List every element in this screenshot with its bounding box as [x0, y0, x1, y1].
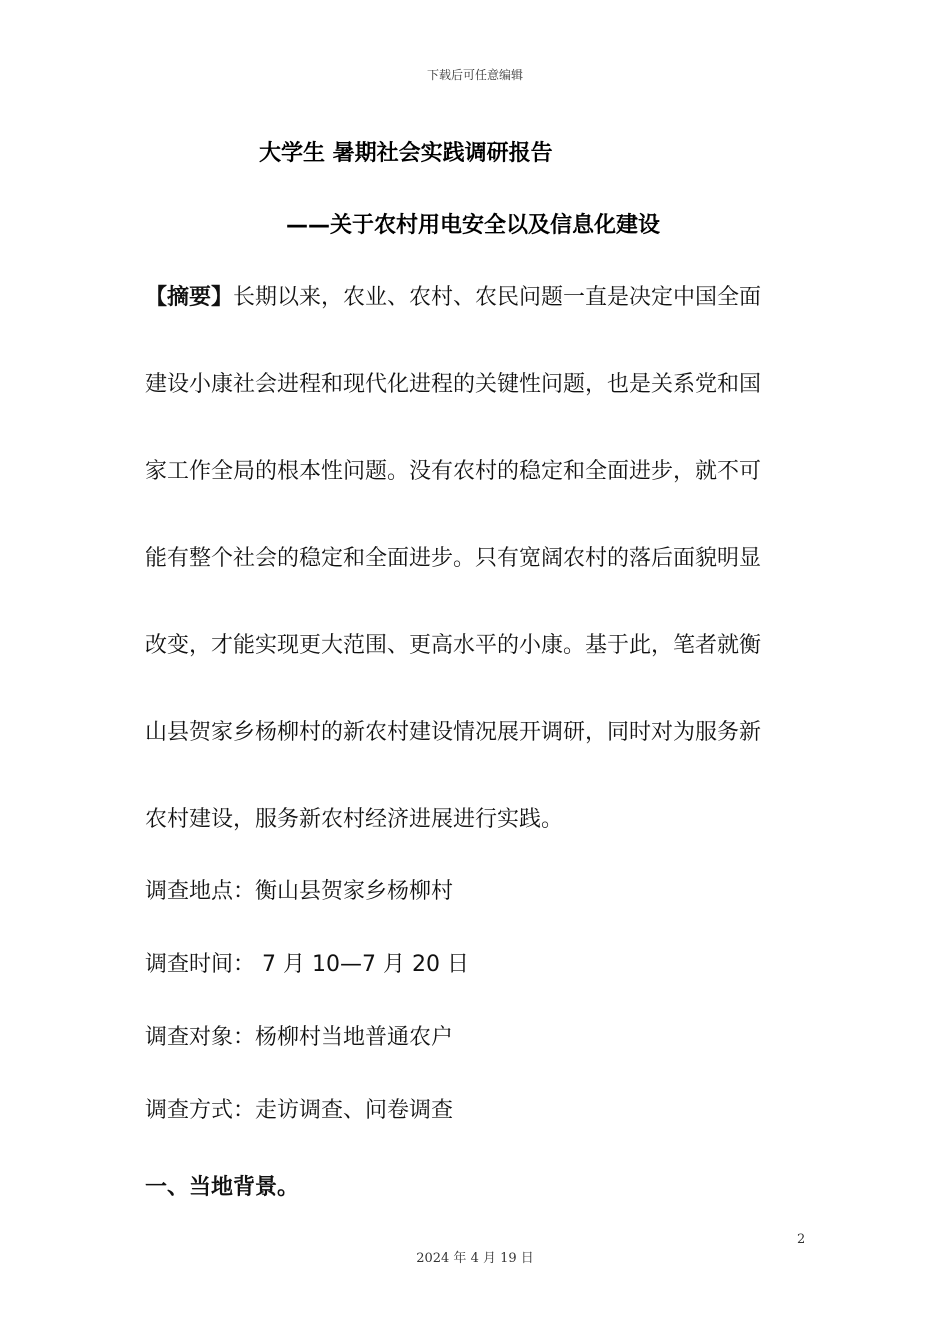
- abstract-text: 长期以来，农业、农村、农民问题一直是决定中国全面: [233, 285, 762, 310]
- abstract-line: 山县贺家乡杨柳村的新农村建设情况展开调研，同时对为服务新: [145, 720, 762, 745]
- abstract-line: 建设小康社会进程和现代化进程的关键性问题，也是关系党和国: [145, 372, 762, 397]
- page-number: 2: [797, 1232, 806, 1247]
- abstract-line: 能有整个社会的稳定和全面进步。只有宽阔农村的落后面貌明显: [145, 546, 762, 571]
- abstract-line: [145, 283, 807, 313]
- document-title: 大学生 暑期社会实践调研报告: [259, 141, 553, 166]
- page-footer-date: 2024 年 4 月 19 日: [416, 1251, 534, 1266]
- abstract-line: 家工作全局的根本性问题。没有农村的稳定和全面进步，就不可: [145, 459, 762, 484]
- page-header: 下载后可任意编辑: [426, 68, 523, 82]
- section-heading: 一、当地背景。: [145, 1175, 300, 1200]
- survey-method: 调查方式：走访调查、问卷调查: [145, 1098, 454, 1123]
- abstract-tag: 【摘要】: [145, 285, 234, 310]
- abstract-line: 农村建设，服务新农村经济进展进行实践。: [145, 807, 564, 832]
- survey-time: 调查时间： 7 月 10—7 月 20 日: [145, 952, 469, 977]
- survey-subject: 调查对象：杨柳村当地普通农户: [145, 1025, 454, 1050]
- document-subtitle: ——关于农村用电安全以及信息化建设: [286, 213, 661, 238]
- abstract-line: 改变，才能实现更大范围、更高水平的小康。基于此，笔者就衡: [145, 633, 762, 658]
- survey-location: 调查地点：衡山县贺家乡杨柳村: [145, 879, 454, 904]
